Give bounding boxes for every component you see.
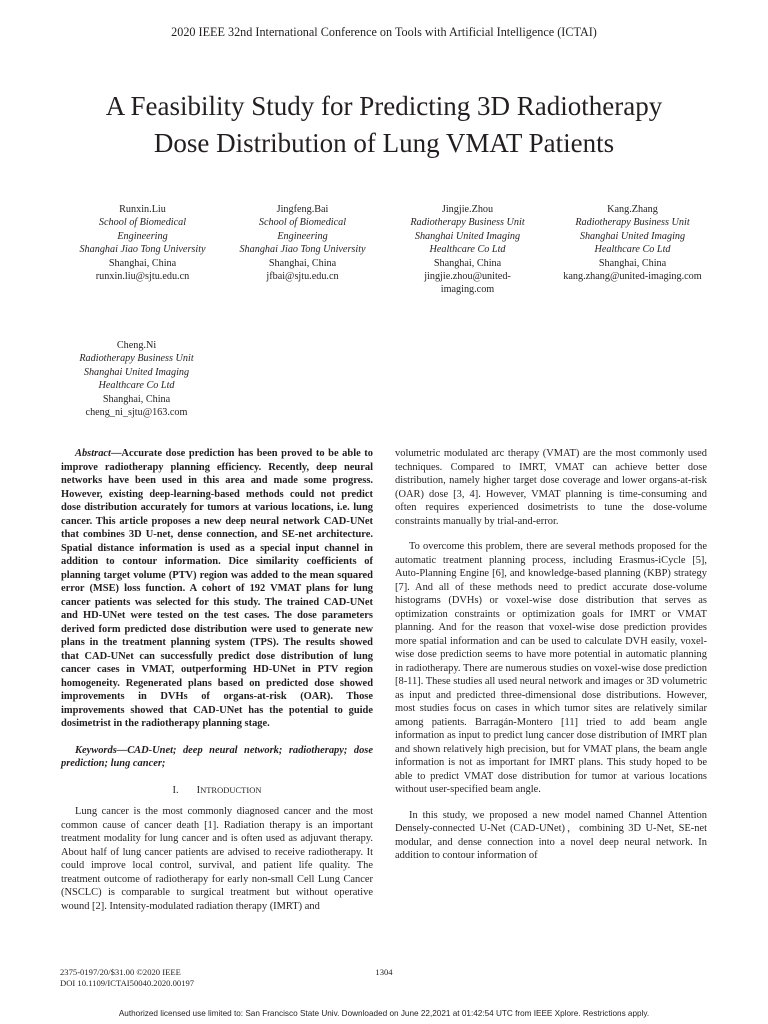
section-number: I. xyxy=(172,784,179,796)
author-location: Shanghai, China xyxy=(102,393,171,405)
license-notice: Authorized licensed use limited to: San Francisco State Univ. Downloaded on June 22,2021 at 01:42:54 UTC from IEEE Xplore. Restrictions apply. xyxy=(118,1009,650,1018)
author-block-3 xyxy=(380,203,555,297)
author-affiliation: Radiotherapy Business Unit xyxy=(79,353,194,365)
author-block-1 xyxy=(55,203,230,283)
author-name: Kang.Zhang xyxy=(607,204,658,215)
author-email: jfbai@sjtu.edu.cn xyxy=(266,271,339,283)
author-affiliation: School of Biomedical xyxy=(258,217,347,229)
author-name: Runxin.Liu xyxy=(119,204,166,215)
section-heading-introduction xyxy=(61,784,373,798)
title-line-2: Dose Distribution of Lung VMAT Patients xyxy=(153,128,615,158)
author-affiliation: Healthcare Co Ltd xyxy=(98,380,175,392)
author-email: jingjie.zhou@united- xyxy=(424,271,511,283)
page-number: 1304 xyxy=(375,967,393,977)
intro-paragraph-3: To overcome this problem, there are several methods proposed for the automatic treatment planning process, including Erasmus-iCycle [5], Auto-Planning Engine [6], and knowledge-based planning (KBP) strategy [7]. And all of these methods need to predict accurate dose-volume histograms (DVHs) or voxel-wise dose distribution that serves as optimization constraints or optimization goals for IMRT or VMAT planning. And for the reason that voxel-wise dose prediction provides more spatial information and can be used to calculate DVH easily, voxel-wise dose prediction seems to have more potential in automatic planning in radiotherapy. There are numerous studies on voxel-wise dose prediction [8-11]. These studies all used neural network and images or 3D volumetric as input and predicted three-dimensional dose distributions. However, most studies focus on cases in which tumor sites are relatively similar among patients. Barragán-Montero [11] tried to add beam angle information as input to predict lung cancer dose distribution of IMRT plan and shown relatively high precision, but for VMAT plans, the beam angle information is not as important for IMRT plans. This study hoped to be able to predict VMAT dose distribution for tumor at various locations without user-specified beam angle. xyxy=(395,541,707,795)
right-column xyxy=(395,447,707,863)
author-affiliation: Engineering xyxy=(277,230,328,242)
abstract-text: —Accurate dose prediction has been proved to be able to improve radiotherapy planning efficiency. Recently, deep neural networks have been used in this area and made some progress. However, existing deep-learning-based methods could not predict dose distribution accurately for tumors at various locations, i.e. lung cancer. This article proposes a new deep neural network CAD-UNet that combines 3D U-net, dense connection, and SE-net architecture. Spatial distance information is used as a special input channel in addition to contour information. Dice similarity coefficients of planning target volume (PTV) region was added to the mean squared error (MSE) loss function. A cohort of 192 VMAT plans for lung cancer patients was selected for this study. The trained CAD-UNet and HD-UNet were tested on the test cases. The dose parameters derived form predicted dose distribution were used to generate new plans in the treatment planning system (TPS). The results showed that CAD-UNet can successfully predict dose distribution of lung cancer cases in VMAT, outperforming HD-UNet in PTV region homogeneity. Regenerated plans based on predicted dose showed improvements in DVHs of organs-at-risk (OAR). Those improvements showed that CAD-UNet has the potential to guide dosimetrist in the radiotherapy planning stage. xyxy=(61,448,373,729)
author-email: kang.zhang@united-imaging.com xyxy=(563,271,702,283)
author-location: Shanghai, China xyxy=(433,257,502,269)
author-block-4 xyxy=(545,203,720,283)
author-affiliation: Shanghai United Imaging xyxy=(579,230,686,242)
author-name: Jingfeng.Bai xyxy=(276,204,329,215)
author-affiliation: Radiotherapy Business Unit xyxy=(575,217,690,229)
author-name: Cheng.Ni xyxy=(116,340,157,351)
keywords: Keywords—CAD-Unet; deep neural network; radiotherapy; dose prediction; lung cancer; xyxy=(61,744,373,769)
author-affiliation: Healthcare Co Ltd xyxy=(594,244,671,256)
title-line-1: A Feasibility Study for Predicting 3D Radiotherapy xyxy=(105,91,663,121)
footer-issn: 2375-0197/20/$31.00 ©2020 IEEE xyxy=(60,967,181,977)
author-location: Shanghai, China xyxy=(108,257,177,269)
author-affiliation: Shanghai Jiao Tong University xyxy=(79,244,206,256)
author-affiliation: Healthcare Co Ltd xyxy=(429,244,506,256)
author-location: Shanghai, China xyxy=(598,257,667,269)
left-column xyxy=(61,447,373,913)
conference-header: 2020 IEEE 32nd International Conference on Tools with Artificial Intelligence (ICTAI) xyxy=(171,25,597,39)
section-title-rest: NTRODUCTION xyxy=(200,784,262,795)
author-email-cont: imaging.com xyxy=(440,284,495,296)
author-affiliation: Engineering xyxy=(117,230,168,242)
intro-paragraph-1: Lung cancer is the most commonly diagnosed cancer and the most common cause of cancer death [1]. Radiation therapy is an important treatment modality for lung cancer and is often used as adjuvant therapy. About half of lung cancer patients are advised to receive radiotherapy. It could improve local control, survival, and patient life quality. The treatment outcome of radiotherapy for early non-small Cell Lung Cancer (NSCLC) is comparable to surgical treatment but without operative wound [2]. Intensity-modulated radiation therapy (IMRT) and xyxy=(61,806,373,912)
author-name: Jingjie.Zhou xyxy=(441,204,494,215)
author-email: runxin.liu@sjtu.edu.cn xyxy=(95,271,190,283)
intro-paragraph-2: volumetric modulated arc therapy (VMAT) are the most commonly used techniques. Compared to IMRT, VMAT can achieve better dose distribution, namely higher target dose coverage and lower organs-at-risk (OAR) dose [3, 4]. However, VMAT planning is time-consuming and often requires experienced dosimetrists to tune the dose-volume constraints manually by trial-and-error. xyxy=(395,448,707,527)
section-title-initial: I xyxy=(196,784,201,796)
intro-paragraph-4: In this study, we proposed a new model named Channel Attention Densely-connected U-Net (CAD-UNet)，combining 3D U-Net, SE-net modular, and dense connection into a novel deep neural network. In addition to contour information of xyxy=(395,809,707,861)
author-block-5 xyxy=(49,339,224,419)
author-location: Shanghai, China xyxy=(268,257,337,269)
abstract-label: Abstract xyxy=(75,448,111,459)
author-affiliation: Shanghai Jiao Tong University xyxy=(239,244,366,256)
author-affiliation: Shanghai United Imaging xyxy=(414,230,521,242)
paper-title xyxy=(30,88,738,162)
author-affiliation: School of Biomedical xyxy=(98,217,187,229)
footer-doi: DOI 10.1109/ICTAI50040.2020.00197 xyxy=(60,978,195,988)
author-affiliation: Radiotherapy Business Unit xyxy=(410,217,525,229)
author-affiliation: Shanghai United Imaging xyxy=(83,366,190,378)
author-block-2 xyxy=(215,203,390,283)
abstract xyxy=(61,447,373,731)
author-email: cheng_ni_sjtu@163.com xyxy=(85,407,188,419)
